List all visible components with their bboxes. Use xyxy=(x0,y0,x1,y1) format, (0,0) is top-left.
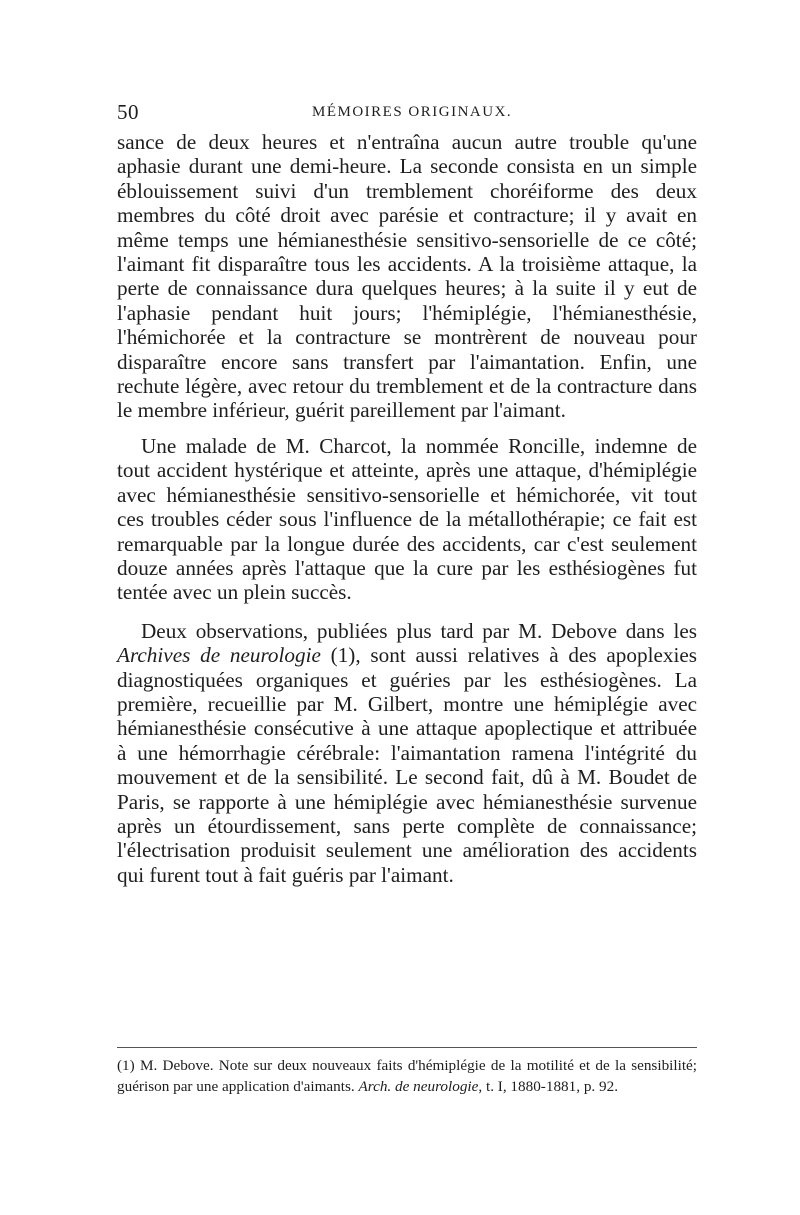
footnote-rule xyxy=(117,1047,697,1048)
journal-title: Archives de neurologie xyxy=(117,643,321,668)
footnote-text-start: (1) M. Debove. Note sur deux nouveaux faits d'hémiplégie de la motilité et de la sensibilité; guérison par une application d'aimants. xyxy=(117,1057,697,1095)
paragraph-1: sance de deux heures et n'entraîna aucun autre trouble qu'une aphasie durant une demi-heure. La seconde consista en un simple éblouissement suivi d'un tremblement choréiforme des deux membres du côté droit avec parésie et contracture; il y avait en même temps une hémianesthésie sensitivo-sensorielle de ce côté; l'aimant fit disparaître tous les accidents. A la troisième attaque, la perte de connaissance dura quelques heures; à la suite il y eut de l'aphasie pendant huit jours; l'hémiplégie, l'hémianesthésie, l'hémichorée et la contracture se montrèrent de nouveau pour disparaître encore sans transfert par l'aimantation. Enfin, une rechute légère, avec retour du tremblement et de la contracture dans le membre inférieur, guérit pareillement par l'aimant. xyxy=(117,130,697,423)
footnote-text xyxy=(117,1055,697,1097)
page-number: 50 xyxy=(117,100,139,124)
footnote-text-end: , t. I, 1880-1881, p. 92. xyxy=(478,1078,619,1095)
body-text xyxy=(117,130,697,887)
paragraph-3-text-end: (1), sont aussi relatives à des apoplexies diagnostiquées organiques et guéries par les esthésiogènes. La première, recueillie par M. Gilbert, montre une hémiplégie avec hémianesthésie consécutive à une attaque apoplectique et attribuée à une hémorrhagie cérébrale: l'aimantation ramena l'intégrité du mouvement et de la sensibilité. Le second fait, dû à M. Boudet de Paris, se rapporte à une hémiplégie avec hémianesthésie survenue après un étourdissement, sans perte complète de connaissance; l'électrisation produisit seulement une amélioration des accidents qui furent tout à fait guéris par l'aimant. xyxy=(117,643,697,887)
footnote-journal-title: Arch. de neurologie xyxy=(358,1078,479,1095)
paragraph-2: Une malade de M. Charcot, la nommée Roncille, indemne de tout accident hystérique et atteinte, après une attaque, d'hémiplégie avec hémianesthésie sensitivo-sensorielle et hémichorée, vit tout ces troubles céder sous l'influence de la métallothérapie; ce fait est remarquable par la longue durée des accidents, car c'est seulement douze années après l'attaque que la cure par les esthésiogènes fut tentée avec un plein succès. xyxy=(117,433,697,605)
paragraph-3 xyxy=(117,619,697,887)
paragraph-3-text-start: Deux observations, publiées plus tard par M. Debove dans les xyxy=(141,618,697,643)
running-head: MÉMOIRES ORIGINAUX. xyxy=(312,104,513,120)
footnote xyxy=(117,1055,697,1097)
